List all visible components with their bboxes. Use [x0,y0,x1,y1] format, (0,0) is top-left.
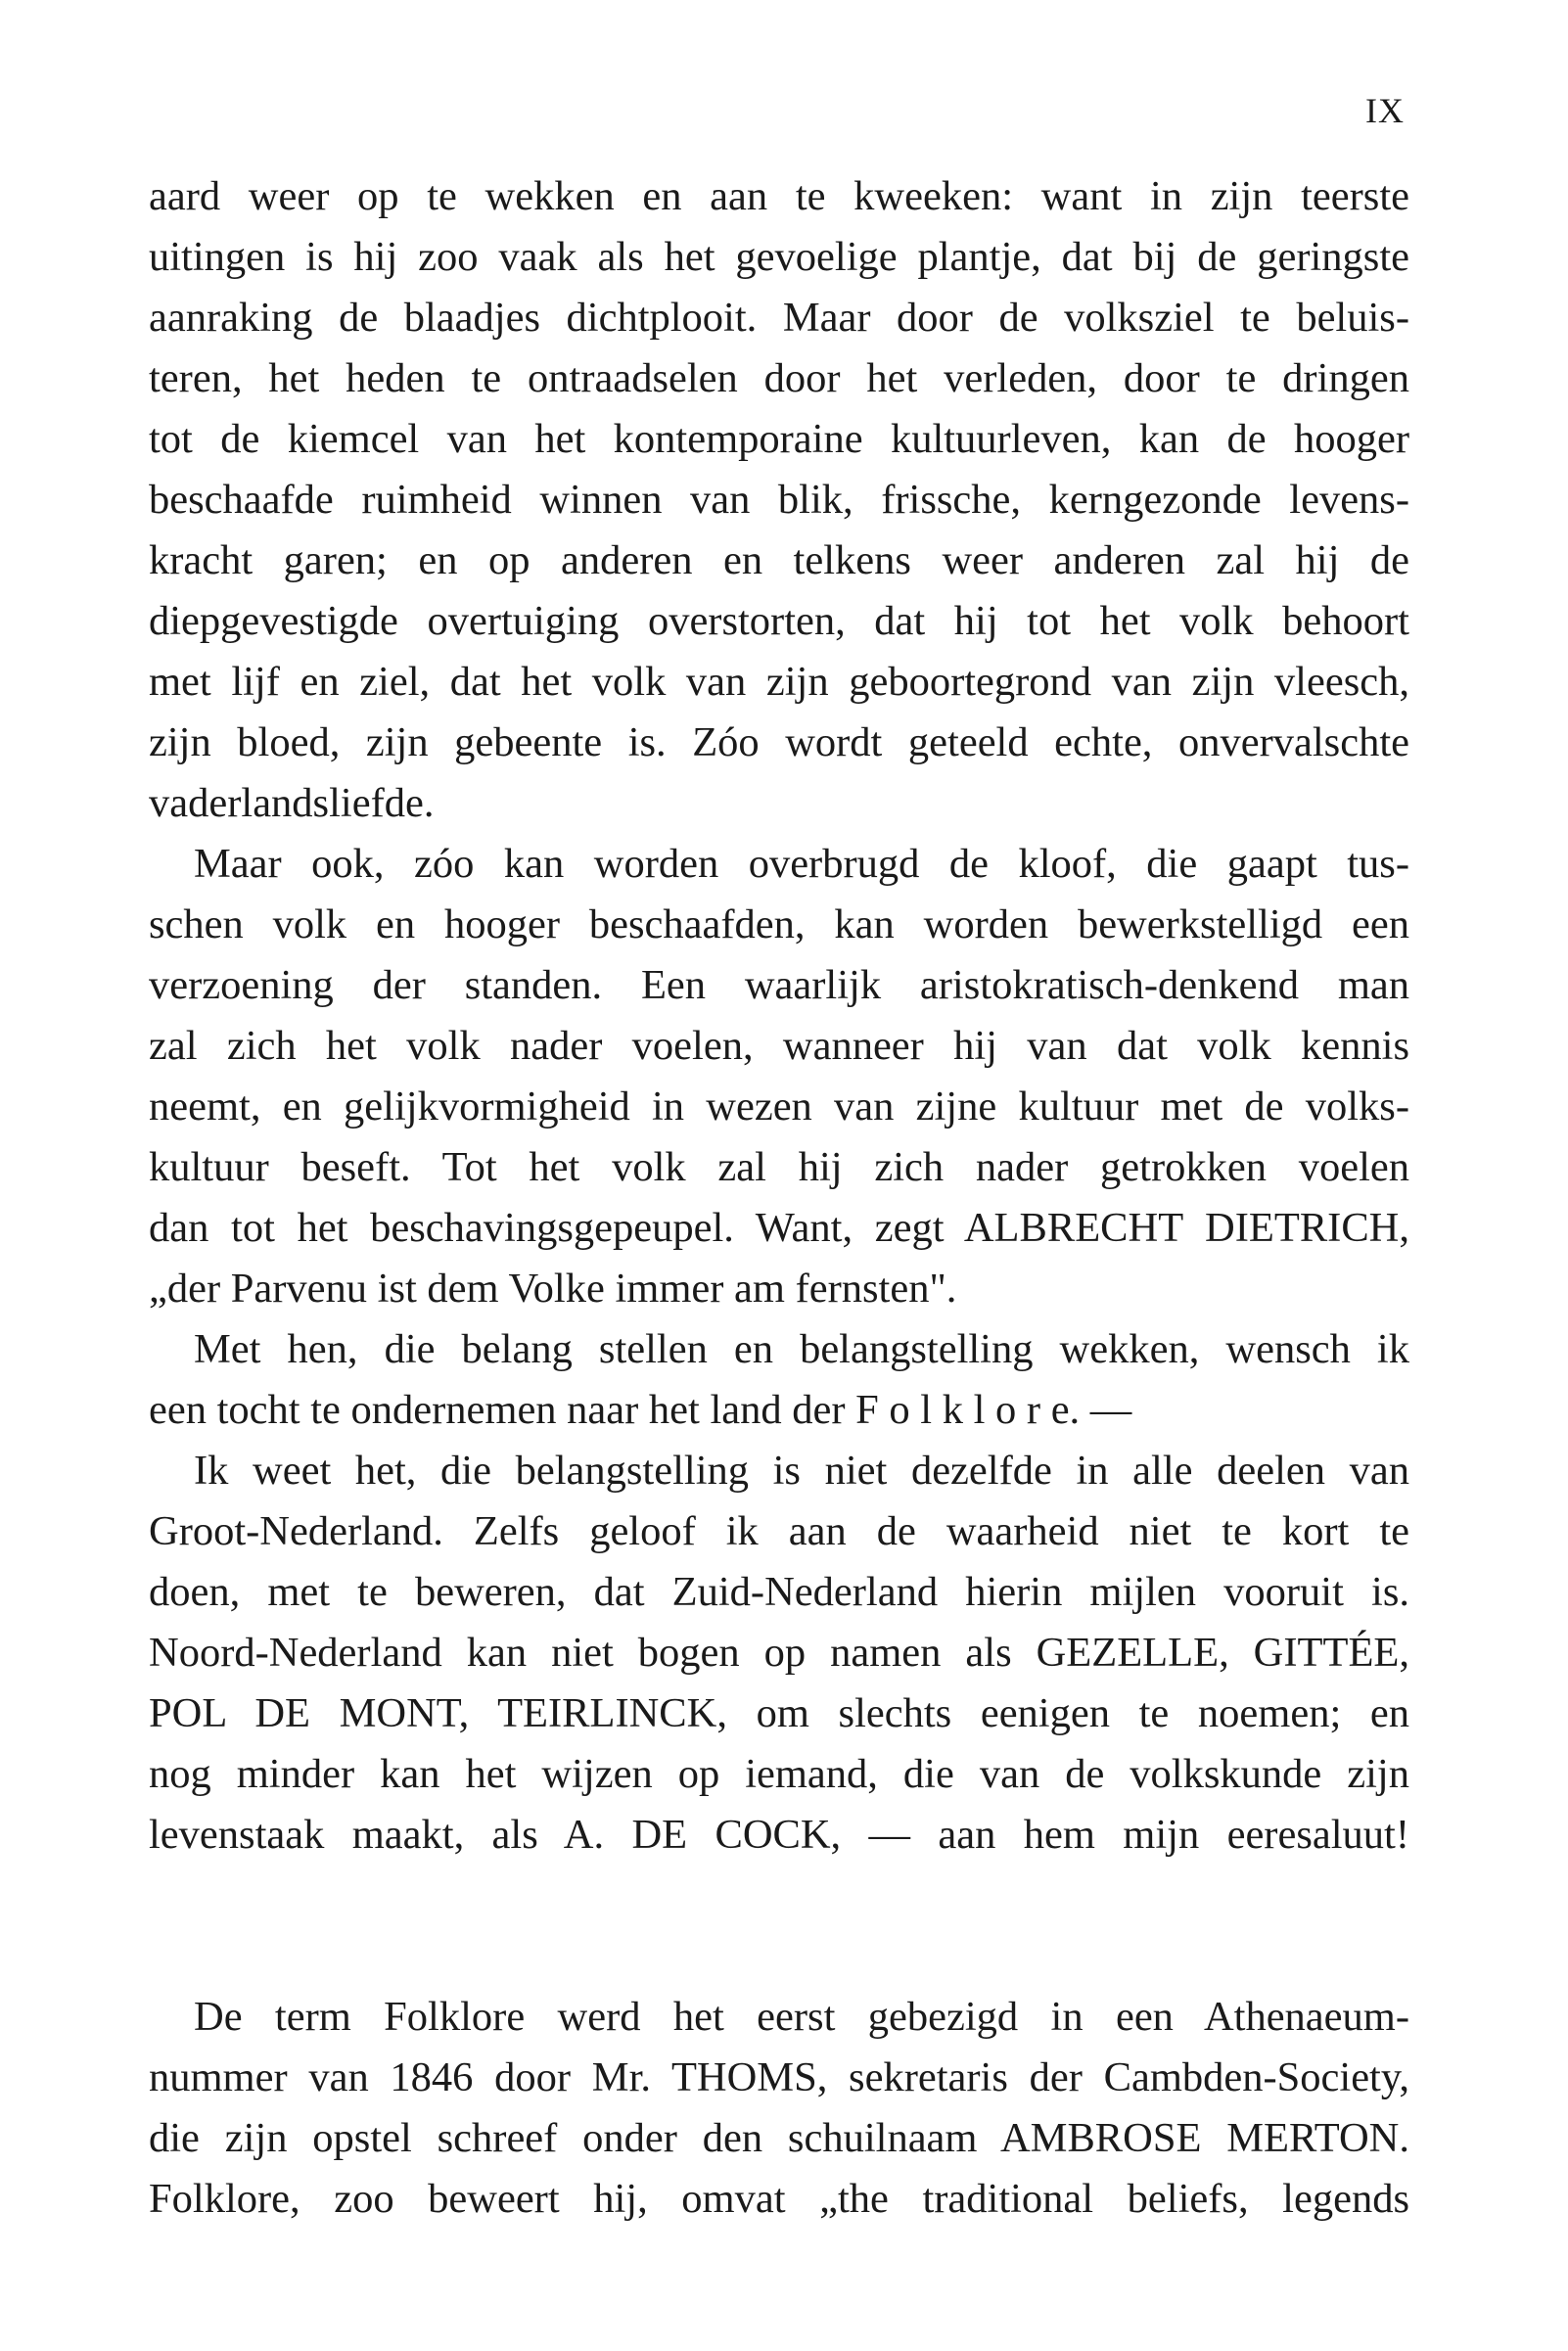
text-line: De term Folklore werd het eerst gebezigd in een Athenaeum- [194,1994,1409,2040]
text-line: nog minder kan het wijzen op iemand, die van de volkskunde zijn [149,1751,1409,1797]
text-line: Groot-Nederland. Zelfs geloof ik aan de waarheid niet te kort te [149,1508,1409,1554]
text-line: diepgevestigde overtuiging overstorten, dat hij tot het volk behoort [149,598,1409,644]
text-line: met lijf en ziel, dat het volk van zijn geboortegrond van zijn vleesch, [149,659,1409,705]
text-line: tot de kiemcel van het kontemporaine kultuurleven, kan de hooger [149,416,1409,462]
text-line: Met hen, die belang stellen en belangstelling wekken, wensch ik [194,1326,1409,1372]
text-line: Folklore, zoo beweert hij, omvat „the traditional beliefs, legends [149,2176,1409,2222]
page-number: IX [1365,91,1405,130]
text-line: doen, met te beweren, dat Zuid-Nederland hierin mijlen vooruit is. [149,1569,1409,1615]
text-line: beschaafde ruimheid winnen van blik, frissche, kerngezonde levens- [149,477,1409,523]
text-line: dan tot het beschavingsgepeupel. Want, zegt ALBRECHT DIETRICH, [149,1205,1409,1251]
body-text [149,166,1409,2230]
paragraph-5 [149,1987,1409,2230]
section-gap [149,1866,1409,1987]
text-line: neemt, en gelijkvormigheid in wezen van zijne kultuur met de volks- [149,1083,1409,1129]
text-line: aanraking de blaadjes dichtplooit. Maar door de volksziel te beluis- [149,295,1409,341]
text-line: levenstaak maakt, als A. DE COCK, — aan hem mijn eeresaluut! [149,1812,1409,1858]
text-line: kultuur beseft. Tot het volk zal hij zich nader getrokken voelen [149,1144,1409,1190]
text-line: zal zich het volk nader voelen, wanneer hij van dat volk kennis [149,1023,1409,1069]
text-line: die zijn opstel schreef onder den schuilnaam AMBROSE MERTON. [149,2115,1409,2161]
text-line: kracht garen; en op anderen en telkens weer anderen zal hij de [149,537,1409,583]
text-line: teren, het heden te ontraadselen door het verleden, door te dringen [149,355,1409,401]
paragraph-3 [149,1319,1409,1441]
text-line: schen volk en hooger beschaafden, kan worden bewerkstelligd een [149,901,1409,947]
text-line: Maar ook, zóo kan worden overbrugd de kloof, die gaapt tus- [194,841,1409,887]
text-line: een tocht te ondernemen naar het land der F o l k l o r e. — [149,1387,1132,1433]
text-line: Noord-Nederland kan niet bogen op namen als GEZELLE, GITTÉE, [149,1630,1409,1676]
paragraph-1 [149,166,1409,834]
text-line: aard weer op te wekken en aan te kweeken: want in zijn teerste [149,173,1409,219]
text-line: uitingen is hij zoo vaak als het gevoelige plantje, dat bij de geringste [149,234,1409,280]
paragraph-2 [149,834,1409,1319]
text-line: nummer van 1846 door Mr. THOMS, sekretaris der Cambden-Society, [149,2054,1409,2100]
text-line: POL DE MONT, TEIRLINCK, om slechts eenigen te noemen; en [149,1690,1409,1736]
text-line: Ik weet het, die belangstelling is niet dezelfde in alle deelen van [194,1448,1409,1494]
text-line: verzoening der standen. Een waarlijk aristokratisch-denkend man [149,962,1409,1008]
text-line: zijn bloed, zijn gebeente is. Zóo wordt geteeld echte, onvervalschte [149,719,1409,765]
text-line: „der Parvenu ist dem Volke immer am fernsten". [149,1266,957,1312]
text-line: vaderlandsliefde. [149,780,435,826]
paragraph-4 [149,1441,1409,1866]
